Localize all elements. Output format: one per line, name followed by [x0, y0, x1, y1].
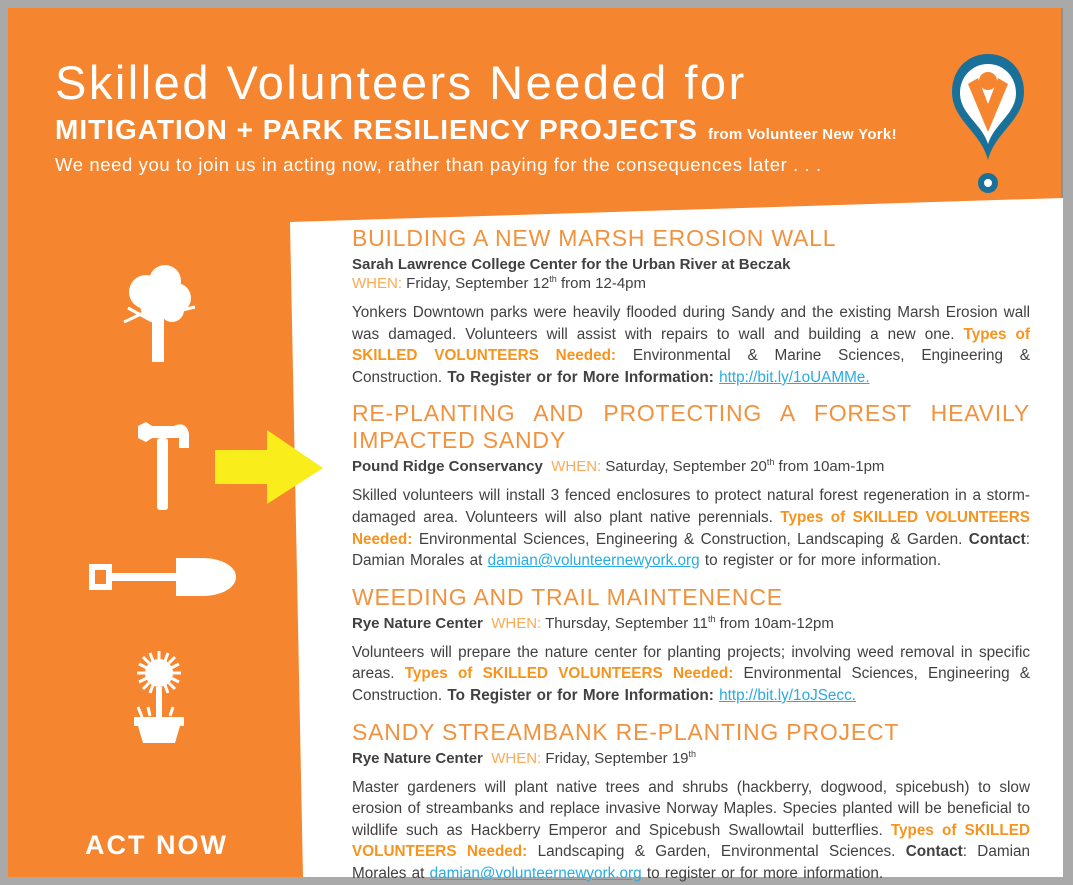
text-run: Landscaping & Garden, Environmental Sciences.	[527, 843, 906, 861]
hyperlink[interactable]: http://bit.ly/1oJSecc.	[719, 686, 856, 704]
hyperlink[interactable]: damian@volunteernewyork.org	[487, 552, 700, 570]
text-run: Pound Ridge Conservancy	[352, 458, 543, 476]
text-run: Volunteers will prepare the nature center for planting projects; involving weed removal in specific areas.	[352, 643, 1030, 683]
section-body	[352, 485, 1030, 571]
text-run: Thursday, September 11	[541, 614, 708, 632]
meta-line	[352, 274, 1030, 293]
text-run: Skilled volunteers will install 3 fenced enclosures to protect natural forest regeneration in a storm-damaged area. Volunteers will also plant native perennials.	[352, 487, 1030, 526]
meta-line	[352, 255, 1030, 274]
meta-line	[352, 614, 1030, 633]
act-now-label: ACT NOW	[85, 830, 228, 860]
yellow-arrow-icon	[215, 428, 327, 506]
text-run: Contact	[905, 843, 963, 861]
section-meta	[352, 749, 1030, 768]
text-run	[543, 458, 551, 475]
text-run: Types of SKILLED VOLUNTEERS Needed:	[352, 821, 1030, 861]
section-title: RE-PLANTING AND PROTECTING A FOREST HEAVILY IMPACTED SANDY	[352, 400, 1030, 454]
flyer-tagline: We need you to join us in acting now, rather than paying for the consequences later . . .	[55, 154, 822, 175]
text-run: Environmental Sciences, Engineering & Construction, Landscaping & Garden.	[412, 530, 969, 548]
section-marsh-erosion-wall	[352, 225, 1030, 388]
text-run: Rye Nature Center	[352, 749, 483, 767]
text-run: Contact	[968, 530, 1026, 548]
section-meta	[352, 614, 1030, 633]
section-body	[352, 777, 1030, 885]
text-run	[483, 615, 491, 632]
text-run: from 10am-12pm	[715, 614, 834, 632]
flower-pot-icon	[120, 645, 198, 743]
ordinal-superscript: th	[688, 748, 697, 759]
text-run: Types of SKILLED VOLUNTEERS Needed:	[404, 665, 734, 683]
text-run: Types of SKILLED VOLUNTEERS Needed:	[352, 325, 1030, 365]
text-run: : Damian Morales at	[352, 843, 1031, 882]
text-run: : Damian Morales at	[352, 530, 1030, 570]
section-meta	[352, 457, 1030, 476]
text-run: WHEN:	[352, 275, 402, 292]
ordinal-superscript: th	[766, 457, 775, 468]
meta-line	[352, 749, 1030, 768]
tree-icon	[118, 258, 198, 362]
section-body	[352, 302, 1030, 388]
text-run: from 10am-1pm	[774, 458, 885, 476]
projects-column	[352, 8, 1030, 885]
section-weeding-trail	[352, 584, 1030, 707]
text-run: Environmental & Marine Sciences, Engineering & Construction.	[352, 347, 1031, 386]
section-streambank-replanting	[352, 719, 1030, 885]
text-run: Friday, September 19	[541, 749, 689, 767]
text-run: Saturday, September 20	[601, 458, 767, 476]
text-run: Friday, September 12	[402, 275, 550, 292]
meta-line	[352, 457, 1030, 476]
text-run: Yonkers Downtown parks were heavily flooded during Sandy and the existing Marsh Erosion wall was damaged. Volunteers will assist with repairs to wall and building a new one.	[352, 304, 1030, 343]
flyer-subtitle-source: from Volunteer New York!	[707, 126, 897, 143]
flyer-title: Skilled Volunteers Needed for	[55, 56, 747, 109]
flyer-background	[8, 8, 1063, 882]
text-run: Types of SKILLED VOLUNTEERS Needed:	[352, 508, 1030, 548]
section-body	[352, 642, 1030, 707]
ordinal-superscript: th	[708, 613, 716, 624]
section-meta	[352, 255, 1030, 293]
text-run: Sarah Lawrence College Center for the Urban River at Beczak	[352, 256, 791, 273]
shovel-icon	[88, 551, 236, 603]
ordinal-superscript: th	[549, 274, 557, 284]
hammer-icon	[136, 418, 190, 510]
hyperlink[interactable]: damian@volunteernewyork.org	[429, 864, 642, 882]
text-run: To Register or for More Information:	[447, 368, 714, 386]
text-run: Environmental Sciences, Engineering & Construction.	[352, 665, 1030, 704]
section-title: WEEDING AND TRAIL MAINTENENCE	[352, 583, 783, 610]
text-run: To Register or for More Information:	[447, 686, 714, 704]
text-run: Rye Nature Center	[352, 614, 483, 632]
text-run: WHEN:	[491, 614, 542, 632]
text-run: WHEN:	[551, 458, 602, 476]
text-run: to register or for more information.	[699, 552, 942, 570]
section-title: SANDY STREAMBANK RE-PLANTING PROJECT	[352, 718, 900, 745]
text-run	[483, 750, 491, 767]
flyer-subtitle: MITIGATION + PARK RESILIENCY PROJECTS	[55, 114, 698, 145]
text-run: to register or for more information.	[641, 864, 884, 882]
section-title: BUILDING A NEW MARSH EROSION WALL	[352, 225, 837, 251]
hyperlink[interactable]: http://bit.ly/1oUAMMe.	[719, 368, 870, 386]
text-run: WHEN:	[491, 749, 542, 767]
section-replanting-forest	[352, 400, 1030, 571]
text-run: from 12-4pm	[556, 275, 647, 292]
text-run: Master gardeners will plant native trees and shrubs (hackberry, dogwood, spicebush) to slow erosion of streambanks and replace invasive Norway Maples. Species planted will be beneficial to wildlife such as Hackberry Emperor and Spicebush Swallowtail butterflies.	[352, 778, 1030, 839]
